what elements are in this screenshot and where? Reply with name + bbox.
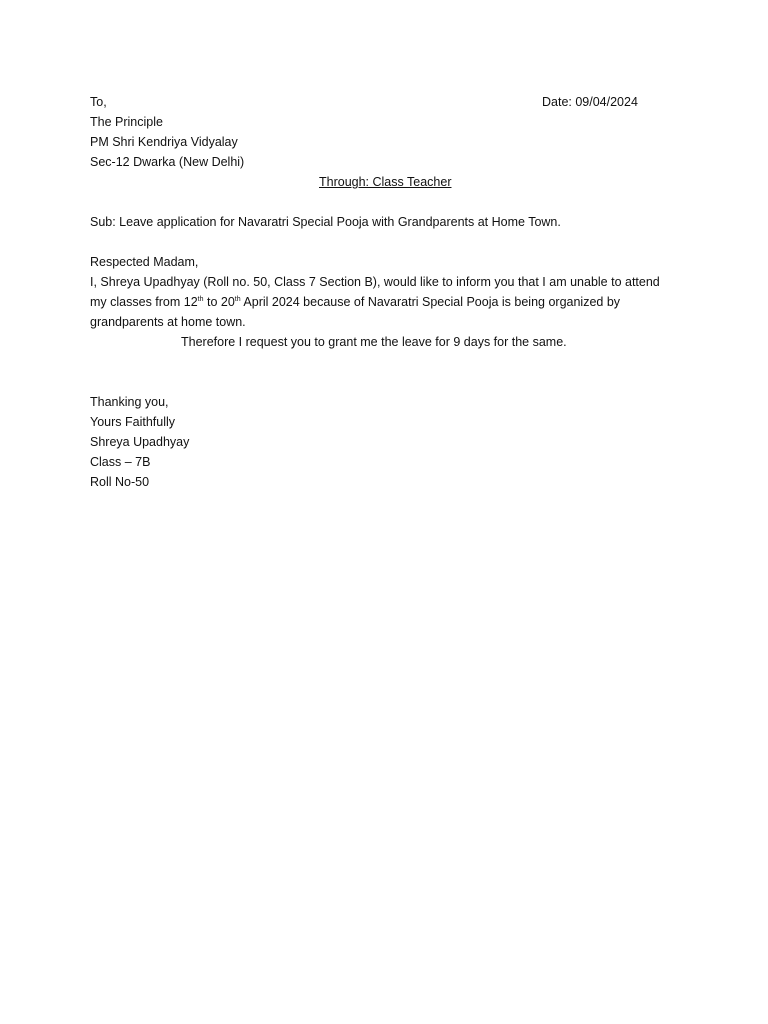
request-line: Therefore I request you to grant me the leave for 9 days for the same. bbox=[181, 335, 567, 349]
through-line: Through: Class Teacher bbox=[319, 175, 452, 189]
body-line-1: I, Shreya Upadhyay (Roll no. 50, Class 7 Section B), would like to inform you that I am unable to attend bbox=[90, 275, 660, 289]
ordinal-suffix-2: th bbox=[234, 295, 241, 303]
to-label: To, bbox=[90, 95, 107, 109]
body-line-2-part-1: my classes from 12 bbox=[90, 295, 198, 309]
body-line-2-part-3: April 2024 because of Navaratri Special Pooja is being organized by bbox=[240, 295, 621, 309]
salutation: Respected Madam, bbox=[90, 255, 199, 269]
body-line-2 bbox=[90, 292, 620, 312]
sender-roll: Roll No-50 bbox=[90, 475, 150, 489]
sender-name: Shreya Upadhyay bbox=[90, 435, 190, 449]
recipient-school: PM Shri Kendriya Vidyalay bbox=[90, 135, 238, 149]
body-line-2-part-2: to 20 bbox=[203, 295, 235, 309]
ordinal-suffix-1: th bbox=[197, 295, 204, 303]
date-line: Date: 09/04/2024 bbox=[542, 95, 638, 109]
closing-thanks: Thanking you, bbox=[90, 395, 169, 409]
body-line-3: grandparents at home town. bbox=[90, 315, 246, 329]
recipient-address: Sec-12 Dwarka (New Delhi) bbox=[90, 155, 245, 169]
recipient-title: The Principle bbox=[90, 115, 163, 129]
sender-class: Class – 7B bbox=[90, 455, 151, 469]
subject-line: Sub: Leave application for Navaratri Special Pooja with Grandparents at Home Town. bbox=[90, 215, 561, 229]
closing-sign-off: Yours Faithfully bbox=[90, 415, 175, 429]
